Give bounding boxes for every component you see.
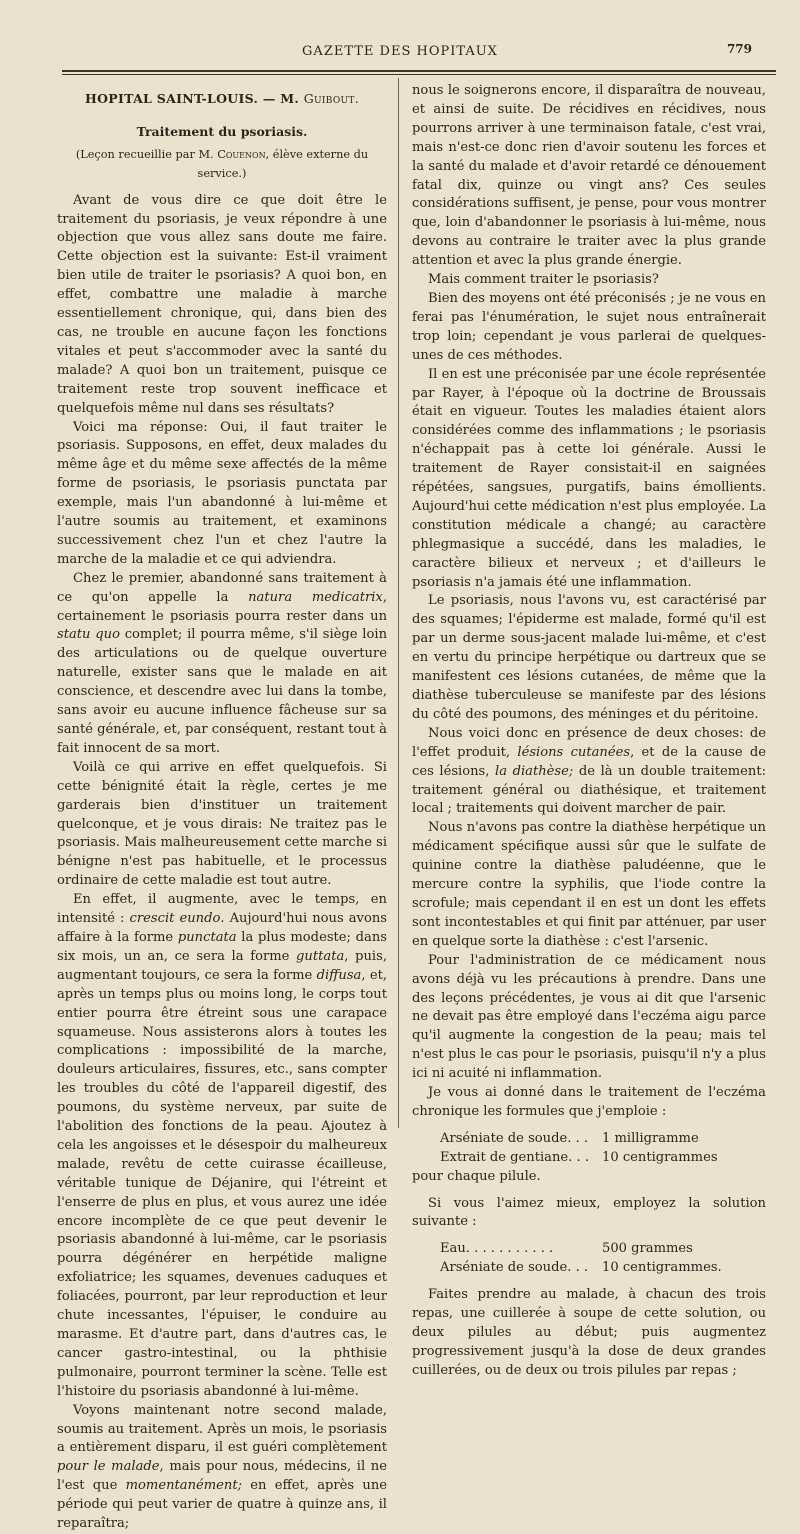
paragraph — [412, 725, 766, 820]
text-run: complet; il pourra même, s'il siège loin des articulations ou de quelque ouverture naturelle, exister sans que le malade en ait conscience, et descendre avec lui dans la tombe, sans avoir eu aucune influence fâcheuse sur sa santé générale, et, par conséquent, restant tout à fait innocent de sa mort. — [57, 627, 387, 756]
paragraph: Je vous ai donné dans le traitement de l'eczéma chronique les formules que j'emploie : — [412, 1085, 766, 1119]
formula-row — [440, 1240, 740, 1259]
text-run: de là un double traitement: traitement général ou diathésique, et traitement local ; traitements qui doivent marcher de pair. — [412, 763, 767, 817]
paragraph — [57, 891, 387, 1401]
paragraph — [57, 1402, 387, 1534]
text-run: , puis, augmentant toujours, ce sera la forme — [57, 948, 387, 983]
formula-row — [440, 1259, 740, 1278]
paragraph: Il en est une préconisée par une école représentée par Rayer, à l'époque où la doctrine de Broussais était en vigueur. Toutes les maladies étaient alors considérées comme des inflammations ; le psoriasis n'échappait pas à cette loi générale. Aussi le traitement de Rayer consistait-il en saignées répétées, sangsues, purgatifs, bains émollients. Aujourd'hui cette médication n'est plus employée. La constitution médicale a changé; au caractère phlegmasique a succédé, dans les maladies, le caractère bilieux et nerveux ; et d'ailleurs le psoriasis n'a jamais été une inflammation. — [412, 366, 766, 590]
section-title: Traitement du psoriasis. — [136, 123, 308, 139]
hospital-heading — [57, 90, 387, 109]
formula-solution — [440, 1240, 740, 1278]
formula-ingredient: Arséniate de soude. . . — [440, 1260, 589, 1276]
paragraph: Pour l'administration de ce médicament nous avons déjà vu les précautions à prendre. Dans une des leçons précédentes, je vous ai dit que l'arsenic ne devait pas être employé dans l'eczéma aigu parce qu'il augmente la congestion de la peau; mais tel n'est plus le cas pour le psoriasis, puisqu'il n'y a plus ici ni acuité ni inflammation. — [412, 952, 766, 1082]
paragraph — [57, 570, 387, 759]
running-title: GAZETTE DES HOPITAUX — [302, 44, 498, 59]
italic-term: momentanément; — [125, 1478, 243, 1494]
formula-quantity: 10 centigrammes — [602, 1149, 718, 1165]
text-run: Nous voici donc en présence de deux choses: de l'effet produit, — [412, 725, 766, 760]
paragraph: Le psoriasis, nous l'avons vu, est caractérisé par des squames; l'épiderme est malade, formé qu'il est par un derme sous-jacent malade lui-même, et c'est en vertu du principe herpétique ou dartreux que se manifestent ces lésions cutanées, de même que la diathèse tuberculeuse se manifeste par des lésions du côté des poumons, des méninges et du péritoine. — [412, 593, 766, 722]
spacer — [412, 1122, 766, 1130]
left-column — [57, 82, 387, 1534]
formula-pills — [440, 1130, 740, 1168]
italic-term: guttata — [296, 948, 345, 964]
paragraph: Faites prendre au malade, à chacun des trois repas, une cuillerée à soupe de cette solution, ou deux pilules au début; puis augmentez progressivement jusqu'à la dose de deux grandes cuillerées, ou de deux ou trois pilules par repas ; — [412, 1287, 766, 1378]
paragraph: Voici ma réponse: Oui, il faut traiter le psoriasis. Supposons, en effet, deux malades du même âge et du même sexe affectés de la même forme de psoriasis, le psoriasis punctata par exemple, mais l'un abandonné à lui-même et l'autre soumis au traitement, et examinons successivement chez l'un et chez l'autre la marche de la maladie et ce qui adviendra. — [57, 419, 387, 567]
formula-ingredient: Extrait de gentiane. . . — [440, 1149, 589, 1165]
paragraph: Si vous l'aimez mieux, employez la solution suivante : — [412, 1195, 766, 1230]
paragraph: nous le soignerons encore, il disparaîtra de nouveau, et ainsi de suite. De récidives en récidives, nous pourrons arriver à une terminaison fatale, c'est vrai, mais n'est-ce donc rien d'avoir soutenu les forces et la santé du malade et d'avoir retardé ce dénouement fatal dix, quinze ou vingt ans? Ces seules considérations suffisent, je pense, pour vous montrer que, loin d'abandonner le psoriasis à lui-même, nous devons au contraire le traiter avec la plus grande attention et avec la plus grande énergie. — [412, 83, 766, 269]
paragraph: Voilà ce qui arrive en effet quelquefois. Si cette bénignité était la règle, certes je me garderais bien d'instituer un traitement quelconque, et je vous dirais: Ne traitez pas le psoriasis. Mais malheureusement cette marche si bénigne n'est pas habituelle, et le processus ordinaire de cette maladie est tout autre. — [57, 759, 388, 889]
formula-ingredient: Eau. . . . . . . . . . . — [440, 1241, 554, 1257]
italic-term: statu quo — [57, 627, 120, 643]
paragraph: Nous n'avons pas contre la diathèse herpétique un médicament spécifique aussi sûr que le sulfate de quinine contre la diathèse paludéenne, que le mercure contre la syphilis, que l'iode contre la scrofule; mais cependant il en est un dont les effets sont incontestables et qui finit par atténuer, par user en quelque sorte la diathèse : c'est l'arsenic. — [412, 820, 766, 949]
italic-term: natura medicatrix — [248, 589, 383, 605]
text-run: , et, après un temps plus ou moins long, le corps tout entier pourra être étreint sous une carapace squameuse. Nous assisterons alors à toutes les complications : impossibilité de la marche, douleurs articulaires, fissures, etc., sans compter les troubles du côté de l'appareil digestif, des poumons, du système nerveux, par suite de l'abolition des fonctions de la peau. Ajoutez à cela les angoisses et le désespoir du malheureux malade, revêtu de cette cuirasse écailleuse, véritable tunique de Déjanire, qui l'étreint et l'enserre de plus en plus, et vous aurez une idée encore incomplète de ce que peut devenir le psoriasis abandonné à lui-même, car le psoriasis pourra dégénérer en herpétide maligne exfoliatrice; les squames, devenues caduques et foliacées, pourront, par leur reproduction et leur chute incessantes, l'épuiser, le conduire au marasme. Et d'autre part, dans d'autres cas, le cancer gastro-intestinal, ou la phthisie pulmonaire, pourront terminer la scène. Telle est l'histoire du psoriasis abandonné à lui-même. — [57, 967, 387, 1399]
page-number: 779 — [726, 42, 752, 56]
spacer — [412, 1187, 766, 1195]
formula-quantity: 500 grammes — [602, 1241, 693, 1257]
italic-term: lésions cutanées — [517, 744, 631, 760]
running-head — [0, 42, 800, 62]
lecon-prefix: (Leçon recueillie par M. — [75, 147, 218, 161]
hospital-name: HOPITAL SAINT-LOUIS. — M. — [85, 91, 304, 106]
spacer — [412, 1232, 766, 1240]
italic-term: punctata — [177, 929, 237, 945]
formula-row — [440, 1149, 740, 1168]
paragraph: Bien des moyens ont été préconisés ; je ne vous en ferai pas l'énumération, le sujet nous entraînerait trop loin; cependant je vous parlerai de quelques-unes de ces méthodes. — [412, 290, 766, 363]
spacer — [412, 1278, 766, 1286]
paragraph: pour chaque pilule. — [412, 1168, 541, 1184]
physician-name: Guibout. — [303, 91, 359, 106]
formula-quantity: 10 centigrammes. — [602, 1260, 722, 1276]
italic-term: pour le malade — [57, 1459, 160, 1475]
right-column — [412, 82, 766, 1381]
formula-quantity: 1 milligramme — [602, 1130, 699, 1146]
italic-term: la diathèse; — [495, 763, 574, 779]
text-run: En effet, il augmente, avec le temps, en intensité : — [57, 892, 387, 927]
header-rule — [62, 70, 776, 75]
lecon-name: Couenon — [217, 147, 266, 161]
italic-term: crescit eundo — [129, 911, 221, 927]
text-run: Chez le premier, abandonné sans traitement à ce qu'on appelle la — [57, 570, 387, 605]
lecon-credit — [57, 146, 387, 184]
lecon-suffix: , élève externe du service.) — [197, 147, 369, 180]
paragraph: Avant de vous dire ce que doit être le traitement du psoriasis, je veux répondre à une objection que vous allez sans doute me faire. Cette objection est la suivante: Est-il vraiment bien utile de traiter le psoriasis? A quoi bon, en effet, combattre une maladie à marche essentiellement chronique, qui, dans bien des cas, ne trouble en aucune façon les fonctions vitales et peut s'accommoder avec la santé du malade? A quoi bon un traitement, puisque ce traitement reste trop souvent inefficace et quelquefois même nul dans ses résultats? — [57, 192, 387, 416]
text-run: . Aujourd'hui nous avons affaire à la forme — [57, 911, 387, 945]
text-run: en effet, après une période qui peut varier de quatre à quinze ans, il reparaîtra; — [57, 1478, 388, 1532]
column-divider — [398, 78, 399, 1128]
italic-term: diffusa — [316, 967, 362, 983]
text-run: la plus modeste; dans six mois, un an, ce sera la forme — [57, 929, 387, 964]
text-run: Voyons maintenant notre second malade, soumis au traitement. Après un mois, le psoriasis a entièrement disparu, il est guéri complètement — [57, 1402, 387, 1456]
formula-ingredient: Arséniate de soude. . . — [440, 1130, 589, 1146]
text-run: , certainement le psoriasis pourra rester dans un — [57, 589, 387, 624]
text-run: , et de la cause de ces lésions, — [412, 744, 767, 779]
paragraph: Mais comment traiter le psoriasis? — [428, 272, 659, 288]
text-run: , mais pour nous, médecins, il ne l'est que — [57, 1459, 387, 1494]
